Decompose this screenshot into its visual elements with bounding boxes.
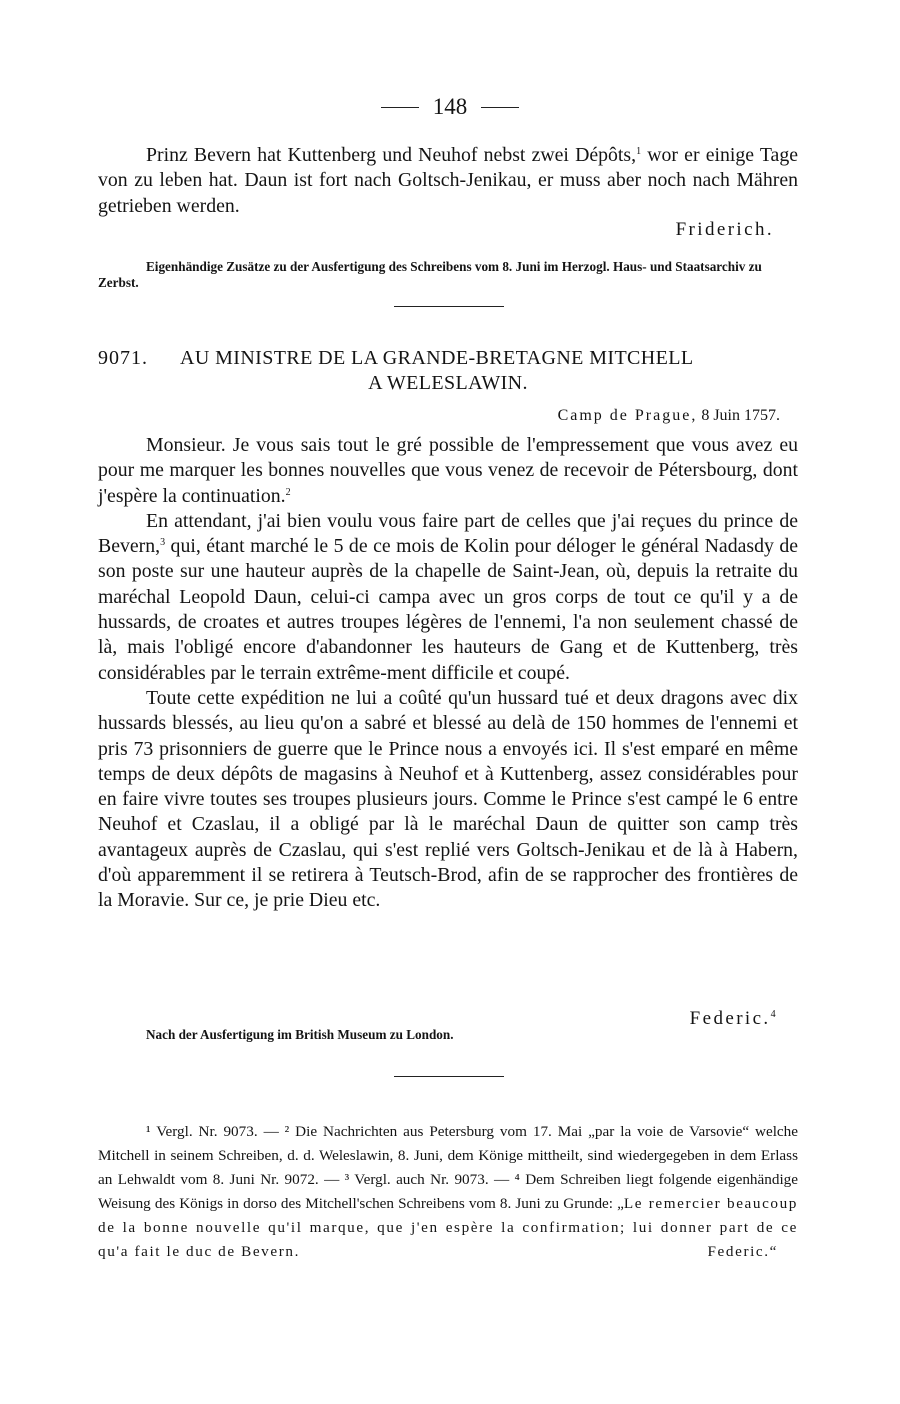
dateline-place: Camp de Prague, xyxy=(557,407,698,424)
footnote-divider xyxy=(394,1076,504,1077)
footnote-mark: 2 xyxy=(285,486,291,498)
signature-federic: Federic.$^4$ xyxy=(689,1008,778,1029)
dateline-date: 8 Juin 1757. xyxy=(701,407,780,424)
footnote-text: ¹ Vergl. Nr. 9073. — ² Die Nachrichten aus Petersburg vom 17. Mai „par la voie de Varsovie“ welche Mitchell in seinem Schreiben, d. d. Weleslawin, 8. Juni, dem Könige mittheilt, sind wiedergegeben in dem Erlass an Lehwaldt vom 8. Juni Nr. 9072. — ³ Vergl. auch Nr. 9073. — ⁴ Dem Schreiben liegt folgende eigenhändige Weisung des Königs in dorso des Mitchell'schen Schreibens vom 8. Juni zu Grunde: „ xyxy=(98,1123,798,1212)
source-note: Nach der Ausfertigung im British Museum zu London. xyxy=(146,1027,454,1042)
header-dash-right xyxy=(481,107,519,108)
footnote-mark: 3 xyxy=(160,537,166,549)
continuation-text: Prinz Bevern hat Kuttenberg und Neuhof nebst zwei Dépôts, xyxy=(146,144,637,166)
paragraph: Monsieur. Je vous sais tout le gré possible de l'empressement que vous avez eu pour me marquer les bonnes nouvelles que vous venez de recevoir de Pétersbourg, dont j'espère la continuation.$^2$ xyxy=(98,434,798,507)
footnote-signature: Federic.“ xyxy=(707,1243,778,1260)
editorial-note: Eigenhändige Zusätze zu der Ausfertigung des Schreibens vom 8. Juni im Herzogl. Haus- und Staatsarchiv zu Zerbst. xyxy=(98,259,762,290)
footnote-mark: 4 xyxy=(770,1009,778,1020)
continuation-paragraph xyxy=(98,143,798,219)
continuation-text: wor er einige Tage von zu leben hat. Daun ist fort nach Goltsch-Jenikau, er muss aber noch nach Mähren getrieben werden. xyxy=(98,144,798,217)
header-dash-left xyxy=(381,107,419,108)
footnotes xyxy=(98,1120,798,1264)
page-header xyxy=(0,94,900,120)
paragraph: En attendant, j'ai bien voulu vous faire part de celles que j'ai reçues du prince de Bevern,$^3$ qui, étant marché le 5 de ce mois de Kolin pour déloger le général Nadasdy de son poste sur une hauteur auprès de la chapelle de Saint-Jean, où, depuis la retraite du maréchal Leopold Daun, celui-ci campa avec un gros corps de tout ce qu'il y a de hussards, de croates et autres troupes légères de l'ennemi, l'a non seulement chassé de là, mais l'obligé encore d'abandonner les hauteurs de Gang et de Kuttenberg, très considérables par le terrain extrême-ment difficile et coupé. xyxy=(98,509,798,684)
footnote-mark: 1 xyxy=(636,146,642,157)
paragraph: Toute cette expédition ne lui a coûté qu'un hussard tué et deux dragons avec dix hussards blessés, au lieu qu'on a sabré et blessé au delà de 150 hommes de l'ennemi et pris 73 prisonniers de guerre que le Prince nous a envoyés ici. Il s'est emparé en même temps de deux dépôts de magasins à Neuhof et à Kuttenberg, assez considérables pour en faire vivre toutes ses troupes plusieurs jours. Comme le Prince s'est campé le 6 entre Neuhof et Czaslau, il a obligé par là le maréchal Daun de quitter son camp très avantageux auprès de Czaslau, qui s'est replié vers Goltsch-Jenikau et de là à Habern, d'où apparemment il se retirera à Teutsch-Brod, afin de se rapprocher des frontières de la Moravie. Sur ce, je prie Dieu etc. xyxy=(98,686,798,912)
section-divider xyxy=(394,306,504,307)
dateline xyxy=(558,407,780,425)
letter-number: 9071. xyxy=(98,347,148,369)
page-number: 148 xyxy=(432,94,468,119)
letter-body xyxy=(98,433,798,914)
heading-line-1: AU MINISTRE DE LA GRANDE-BRETAGNE MITCHELL xyxy=(180,347,694,369)
footnote-quote: Le remercier beaucoup de la bonne nouvelle qu'il marque, que j'en espère la confirmation; lui donner part de ce qu'a fait le duc de Bevern. xyxy=(98,1195,799,1260)
heading-line-2: A WELESLAWIN. xyxy=(368,372,528,394)
signature-friderich: Friderich. xyxy=(675,219,774,240)
